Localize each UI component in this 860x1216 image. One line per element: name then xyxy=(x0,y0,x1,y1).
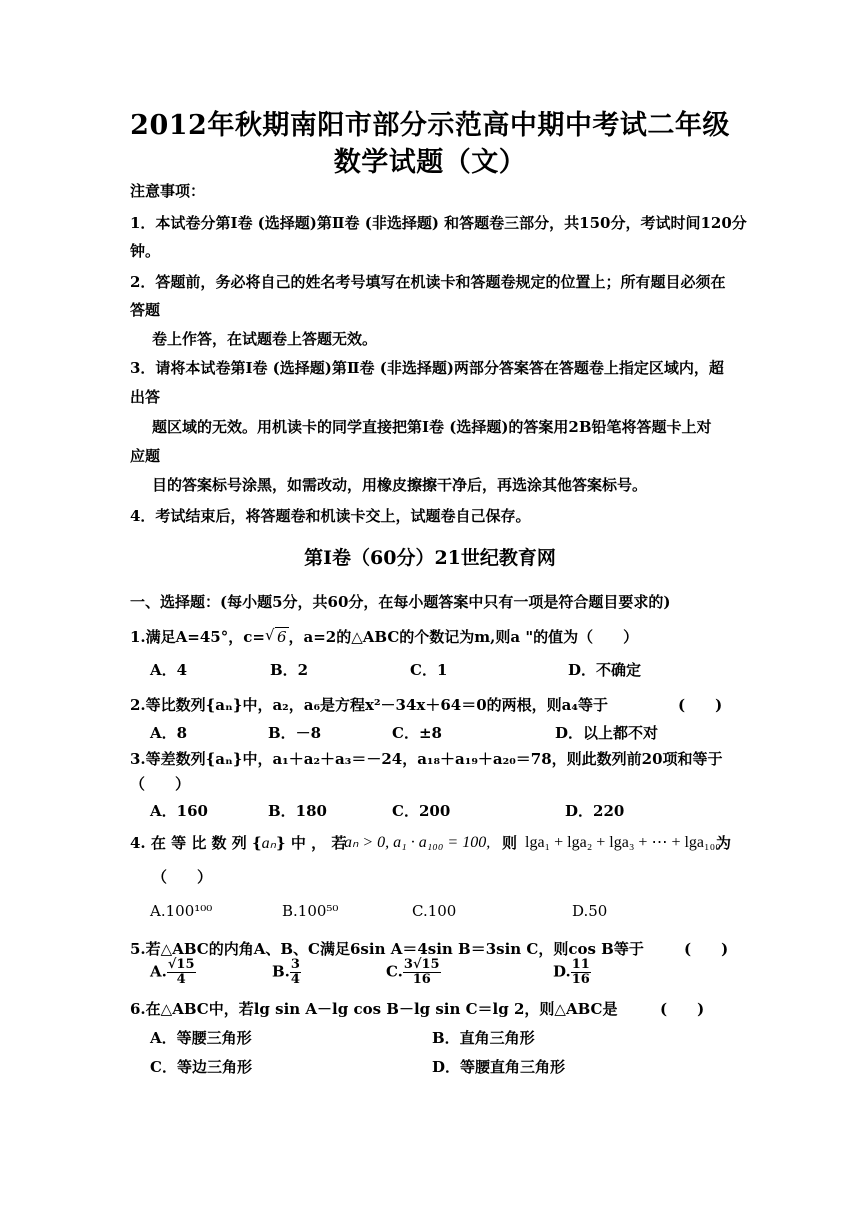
q4-condition: aₙ > 0, a₁ · a₁₀₀ = 100, xyxy=(344,834,491,851)
q4-tail: 为 xyxy=(716,834,732,852)
question-4 xyxy=(130,832,346,853)
q3-answer-paren: （ ） xyxy=(130,775,191,793)
question-3: 3.等差数列{aₙ}中，a₁＋a₂＋a₃＝－24，a₁₈＋a₁₉＋a₂₀＝78，则此数列前20项和等于 xyxy=(130,750,723,768)
q6-option-d: D．等腰直角三角形 xyxy=(432,1058,566,1076)
question-5: 5.若△ABC的内角A、B、C满足6sin A＝4sin B＝3sin C，则cos B等于 xyxy=(130,940,644,958)
q1-text-pre: 1.满足A=45°，c= xyxy=(130,628,265,646)
notice-line-10: 目的答案标号涂黑，如需改动，用橡皮擦擦干净后，再选涂其他答案标号。 xyxy=(152,476,648,494)
notice-line-8: 题区域的无效。用机读卡的同学直接把第Ⅰ卷 (选择题)的答案用2B铅笔将答题卡上对 xyxy=(152,418,712,436)
q5-answer-paren: ( ) xyxy=(684,940,729,958)
q2-option-d: D．以上都不对 xyxy=(555,724,659,742)
q5-option-a-numerator: √15 xyxy=(167,957,195,972)
q5-option-c xyxy=(386,958,441,987)
q1-option-d: D．不确定 xyxy=(568,661,642,679)
q1-text-post: ，a=2的△ABC的个数记为m,则a "的值为（ ） xyxy=(288,628,639,646)
q5-option-b-label: B. xyxy=(272,962,290,981)
q5-option-a xyxy=(150,958,196,987)
q1-option-a: A．4 xyxy=(150,661,188,679)
q5-option-b xyxy=(272,958,301,987)
notice-line-11: 4．考试结束后，将答题卷和机读卡交上，试题卷自己保存。 xyxy=(130,507,531,525)
q5-option-d-denominator: 16 xyxy=(571,972,590,987)
part-one-heading: 一、选择题：(每小题5分，共60分，在每小题答案中只有一项是符合题目要求的) xyxy=(130,593,671,611)
q1-radicand: 6 xyxy=(276,628,287,646)
q1-option-c: C．1 xyxy=(410,661,448,679)
q4-seq: aₙ xyxy=(261,835,277,852)
q5-option-d xyxy=(553,958,591,987)
q3-option-d: D．220 xyxy=(565,802,625,820)
q4-option-d: D.50 xyxy=(572,902,608,920)
notice-line-3: 2．答题前，务必将自己的姓名考号填写在机读卡和答题卷规定的位置上；所有题目必须在 xyxy=(130,273,726,291)
q5-option-c-label: C. xyxy=(386,962,403,981)
notice-line-9: 应题 xyxy=(130,447,161,465)
q5-option-c-numerator: 3√15 xyxy=(403,957,440,972)
notice-line-4: 答题 xyxy=(130,301,161,319)
notice-line-6: 3．请将本试卷第Ⅰ卷 (选择题)第Ⅱ卷 (非选择题)两部分答案答在答题卷上指定区域内，超 xyxy=(130,359,724,377)
q2-answer-paren: ( ) xyxy=(678,696,723,714)
q5-option-d-label: D. xyxy=(553,962,571,981)
notice-heading: 注意事项： xyxy=(130,182,206,200)
exam-title-line2: 数学试题（文） xyxy=(333,147,527,178)
q4-mid: } 中 ， 若 xyxy=(276,834,347,852)
q3-option-b: B．180 xyxy=(268,802,327,820)
q2-option-b: B．－8 xyxy=(268,724,322,742)
exam-title-line1: 2012年秋期南阳市部分示范高中期中考试二年级 xyxy=(130,110,730,141)
q4-option-c: C.100 xyxy=(412,902,457,920)
notice-line-2: 钟。 xyxy=(130,242,161,260)
q4-option-a: A.100¹⁰⁰ xyxy=(150,902,213,920)
q4-answer-paren: （ ） xyxy=(152,868,213,886)
q3-option-c: C．200 xyxy=(392,802,451,820)
q2-option-c: C．±8 xyxy=(392,724,442,742)
q4-then: 则 xyxy=(502,834,518,852)
q4-pre: 4. 在 等 比 数 列 { xyxy=(130,834,262,852)
question-1 xyxy=(130,626,638,647)
q5-option-a-label: A. xyxy=(150,962,167,981)
q2-option-a: A．8 xyxy=(150,724,188,742)
q6-option-b: B．直角三角形 xyxy=(432,1029,535,1047)
notice-line-7: 出答 xyxy=(130,388,161,406)
q4-expression: lga₁ + lga₂ + lga₃ + ⋯ + lga₁₀₀ xyxy=(525,834,721,851)
q5-option-a-denominator: 4 xyxy=(176,972,186,987)
q3-option-a: A．160 xyxy=(150,802,208,820)
sqrt-symbol: √ 6 xyxy=(264,626,287,646)
question-6: 6.在△ABC中，若lg sin A－lg cos B－lg sin C＝lg 2，则△ABC是 xyxy=(130,1000,618,1018)
q6-option-c: C．等边三角形 xyxy=(150,1058,252,1076)
q5-option-c-denominator: 16 xyxy=(412,972,431,987)
q5-option-b-denominator: 4 xyxy=(290,972,300,987)
q5-option-b-numerator: 3 xyxy=(290,957,300,972)
section-title: 第Ⅰ卷（60分）21世纪教育网 xyxy=(304,547,556,569)
q4-option-b: B.100⁵⁰ xyxy=(282,902,339,920)
q6-answer-paren: ( ) xyxy=(660,1000,705,1018)
notice-line-5: 卷上作答，在试题卷上答题无效。 xyxy=(152,330,378,348)
question-2: 2.等比数列{aₙ}中，a₂，a₆是方程x²－34x＋64＝0的两根，则a₄等于 xyxy=(130,696,608,714)
q5-option-d-numerator: 11 xyxy=(571,957,590,972)
q6-option-a: A．等腰三角形 xyxy=(150,1029,252,1047)
notice-line-1: 1．本试卷分第Ⅰ卷 (选择题)第Ⅱ卷 (非选择题) 和答题卷三部分，共150分，考试时间120分 xyxy=(130,214,747,232)
q1-option-b: B．2 xyxy=(270,661,309,679)
